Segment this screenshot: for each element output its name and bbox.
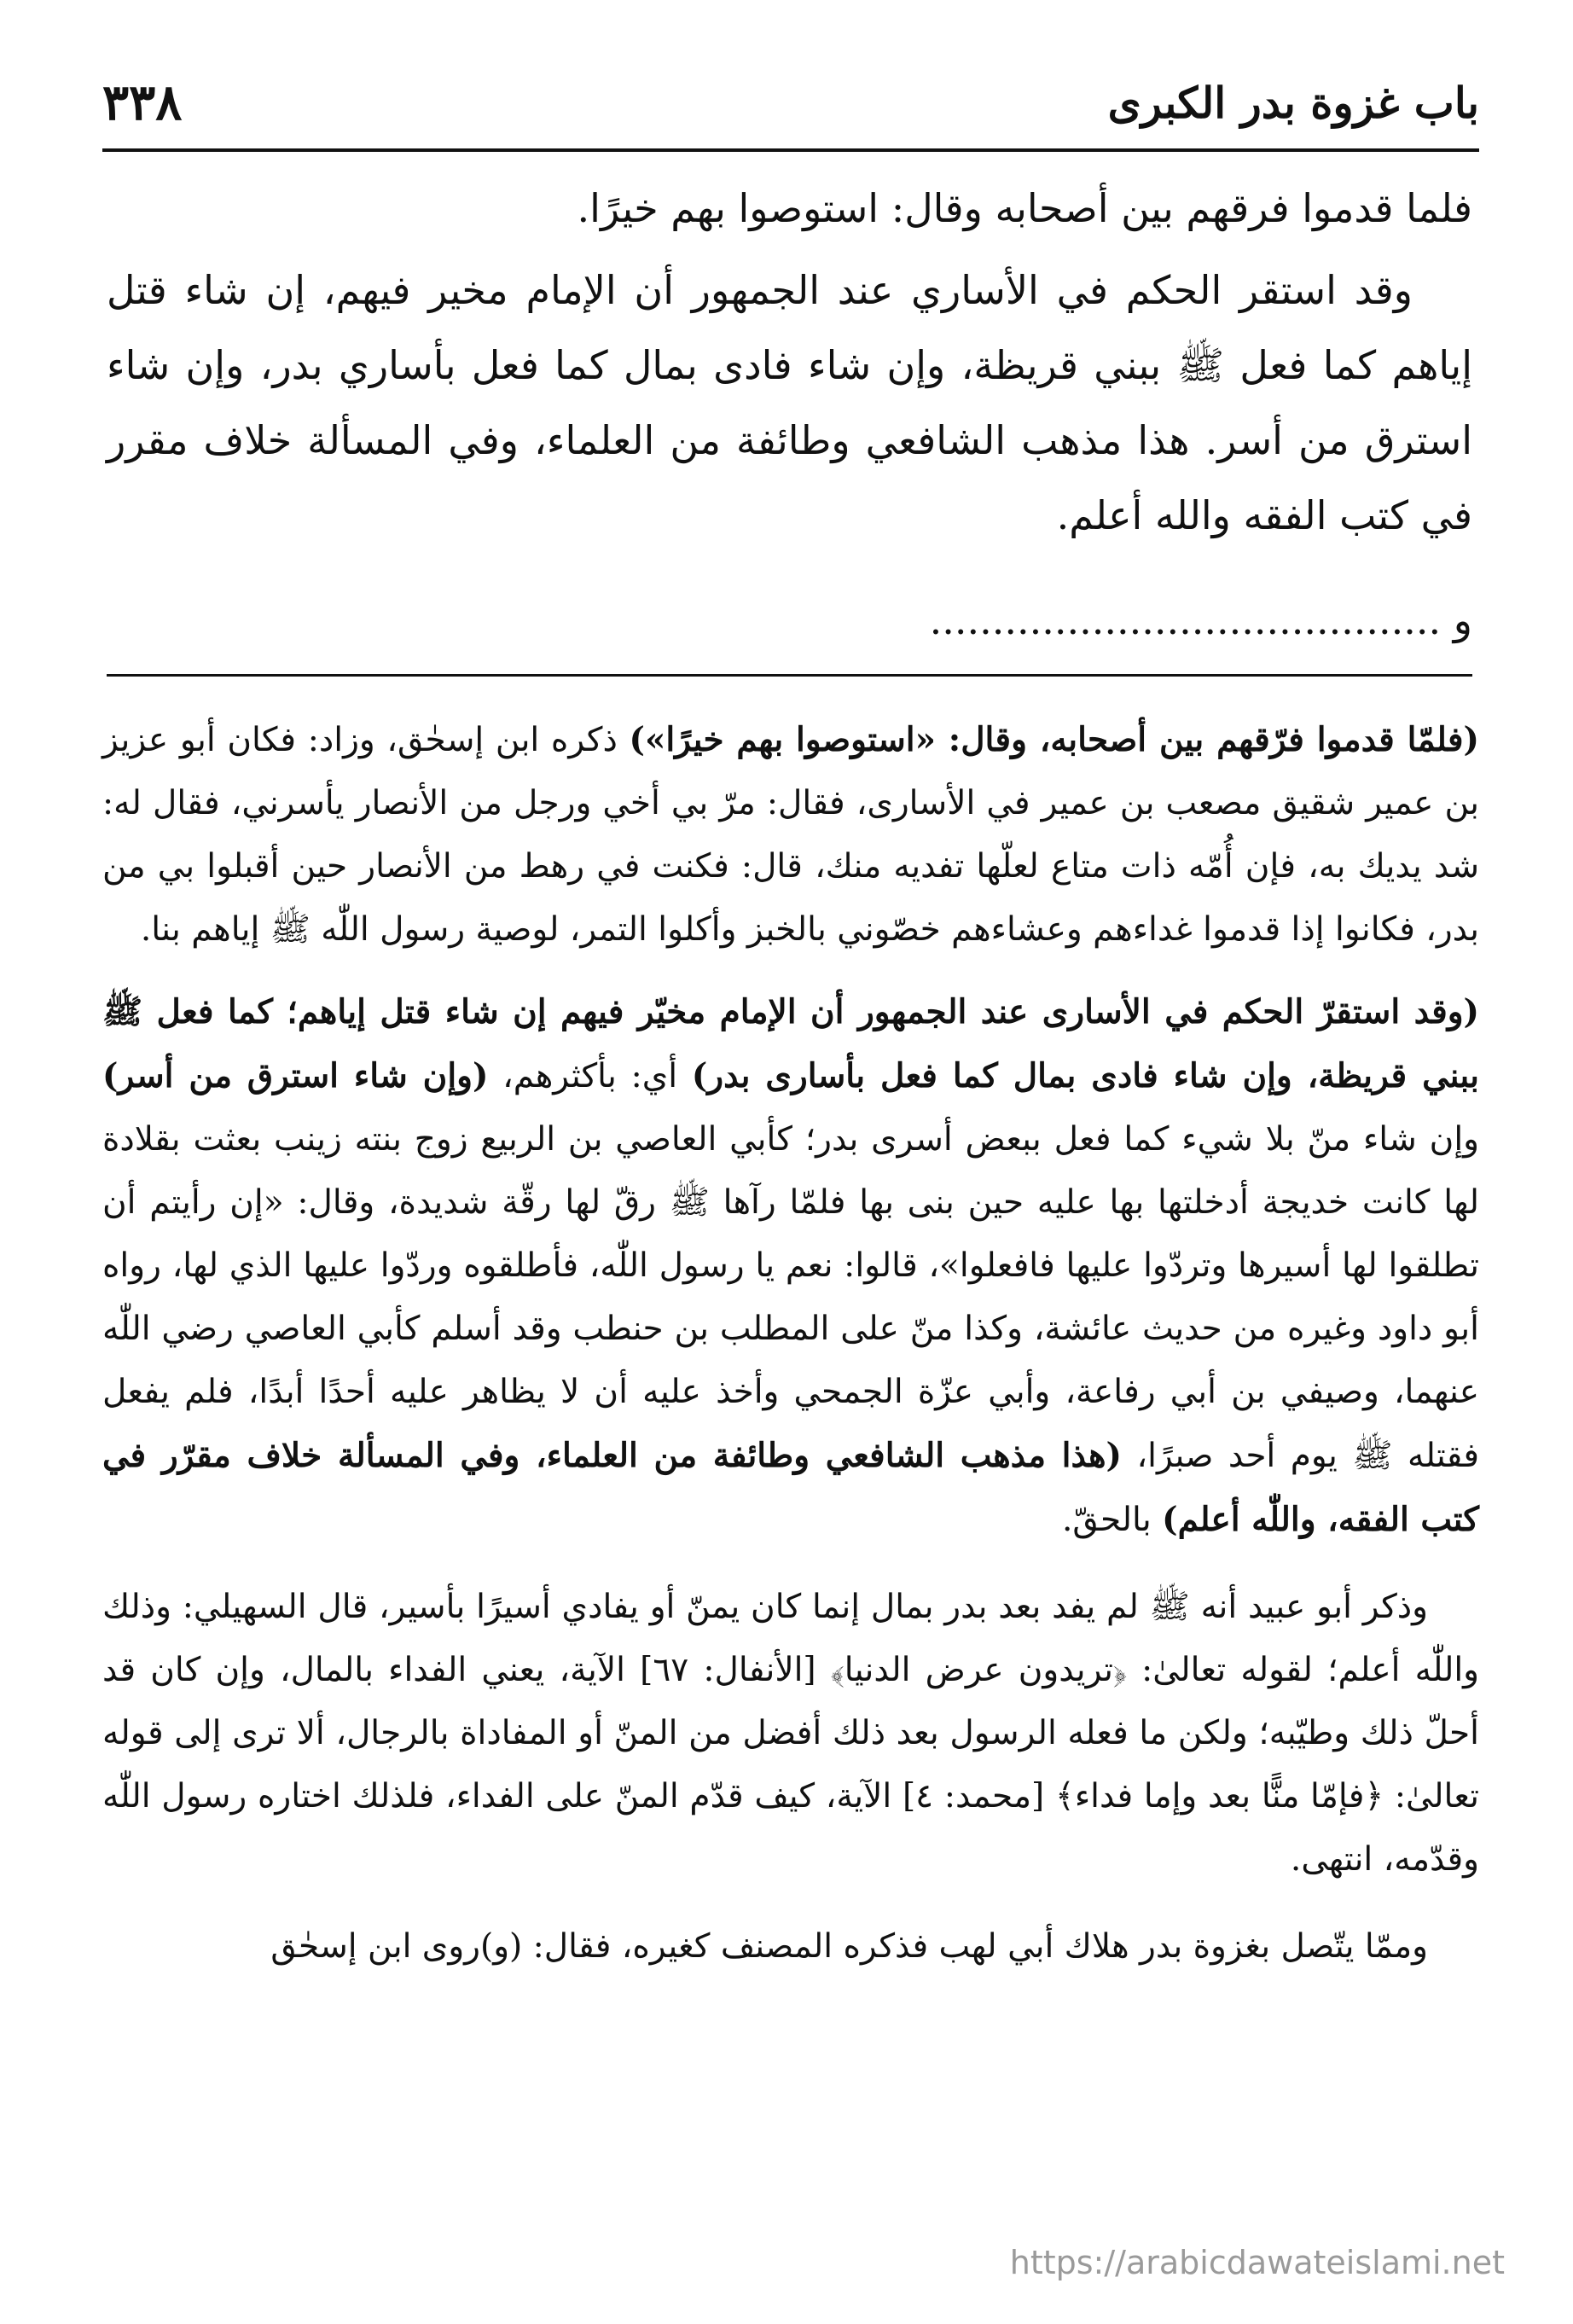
main-paragraph: وقد استقر الحكم في الأساري عند الجمهور أن الإمام مخير فيهم، إن شاء قتل إياهم كما فعل ﷺ ببني قريظة، وإن شاء فادى بمال كما فعل بأساري بدر، وإن شاء استرق من أسر. هذا مذهب الشافعي وطائفة من العلماء، وفي المسألة خلاف مقرر في كتب الفقه والله أعلم. xyxy=(107,267,1472,538)
watermark-url: https://arabicdawateislami.net xyxy=(1009,2244,1505,2281)
chapter-title: باب غزوة بدر الكبرى xyxy=(1107,77,1479,128)
quoted-text: (وإن شاء استرق من أسر) xyxy=(102,1056,489,1095)
commentary xyxy=(102,708,1479,2002)
header-rule xyxy=(102,148,1479,152)
commentary-text: وإن شاء منّ بلا شيء كما فعل ببعض أسرى بدر؛ كأبي العاصي بن الربيع زوج بنته زينب بعثت بقلادة لها كانت خديجة أدخلتها بها عليه حين بنى بها فلمّا رآها ﷺ رقّ لها رقّة شديدة، وقال: «إن رأيتم أن تطلقوا لها أسيرها وتردّوا عليها فافعلوا»، قالوا: نعم يا رسول اللّٰه، فأطلقوه وردّوا عليها الذي لها، رواه أبو داود وغيره من حديث عائشة، وكذا منّ على المطلب بن حنطب وقد أسلم كأبي العاصي رضي اللّٰه عنهما، وصيفي بن أبي رفاعة، وأبي عزّة الجمحي وأخذ عليه أن لا يظاهر عليه أحدًا أبدًا، فلم يفعل فقتله ﷺ يوم أحد صبرًا، xyxy=(102,1120,1479,1475)
commentary-text: أي: بأكثرهم، xyxy=(488,1057,692,1095)
page-number: ٣٣٨ xyxy=(102,73,183,131)
commentary-paragraph: وممّا يتّصل بغزوة بدر هلاك أبي لهب فذكره المصنف كغيره، فقال: (و)روى ابن إسحٰق xyxy=(270,1927,1428,1966)
main-paragraph: فلما قدموا فرقهم بين أصحابه وقال: استوصوا بهم خيرًا. xyxy=(577,185,1472,231)
main-text xyxy=(107,171,1472,553)
commentary-paragraph xyxy=(102,980,1479,1552)
commentary-paragraph xyxy=(102,708,1479,962)
commentary-text: بالحقّ. xyxy=(1062,1501,1163,1539)
quoted-text: (هذا مذهب الشافعي وطائفة من العلماء، وفي المسألة خلاف مقرّر في كتب الفقه، واللّٰه أعلم) xyxy=(102,1436,1479,1539)
commentary-rule xyxy=(107,674,1472,677)
quoted-text: (وقد استقرّ الحكم في الأسارى عند الجمهور أن الإمام مخيّر فيهم إن شاء قتل إياهم؛ كما فعل ﷺ ببني قريظة، وإن شاء فادى بمال كما فعل بأسارى بدر) xyxy=(102,992,1479,1095)
running-header xyxy=(102,60,1479,145)
commentary-paragraph: وذكر أبو عبيد أنه ﷺ لم يفد بعد بدر بمال إنما كان يمنّ أو يفادي أسيرًا بأسير، قال السهيلي: وذلك واللّٰه أعلم؛ لقوله تعالىٰ: ﴿تريدون عرض الدنيا﴾ [الأنفال: ٦٧] الآية، يعني الفداء بالمال، وإن كان قد أحلّ ذلك وطيّبه؛ ولكن ما فعله الرسول بعد ذلك أفضل من المنّ أو المفاداة بالرجال، ألا ترى إلى قوله تعالىٰ: ﴿فإمّا منًّا بعد وإما فداء﴾ [محمد: ٤] الآية، كيف قدّم المنّ على الفداء، فلذلك اختاره رسول اللّٰه وقدّمه، انتهى. xyxy=(102,1588,1479,1879)
quoted-text: (فلمّا قدموا فرّقهم بين أصحابه، وقال: «استوصوا بهم خيرًا») xyxy=(629,720,1480,759)
continuation-dots: و ......................................... xyxy=(929,597,1472,643)
commentary-text: ذكره ابن إسحٰق، وزاد: فكان أبو عزيز بن عمير شقيق مصعب بن عمير في الأسارى، فقال: مرّ بي أخي ورجل من الأنصار يأسرني، فقال له: شد يديك به، فإن أُمّه ذات متاع لعلّها تفديه منك، قال: فكنت في رهط من الأنصار حين أقبلوا بي من بدر، فكانوا إذا قدموا غداءهم وعشاءهم خصّوني بالخبز وأكلوا التمر، لوصية رسول اللّٰه ﷺ إياهم بنا. xyxy=(102,721,1479,949)
